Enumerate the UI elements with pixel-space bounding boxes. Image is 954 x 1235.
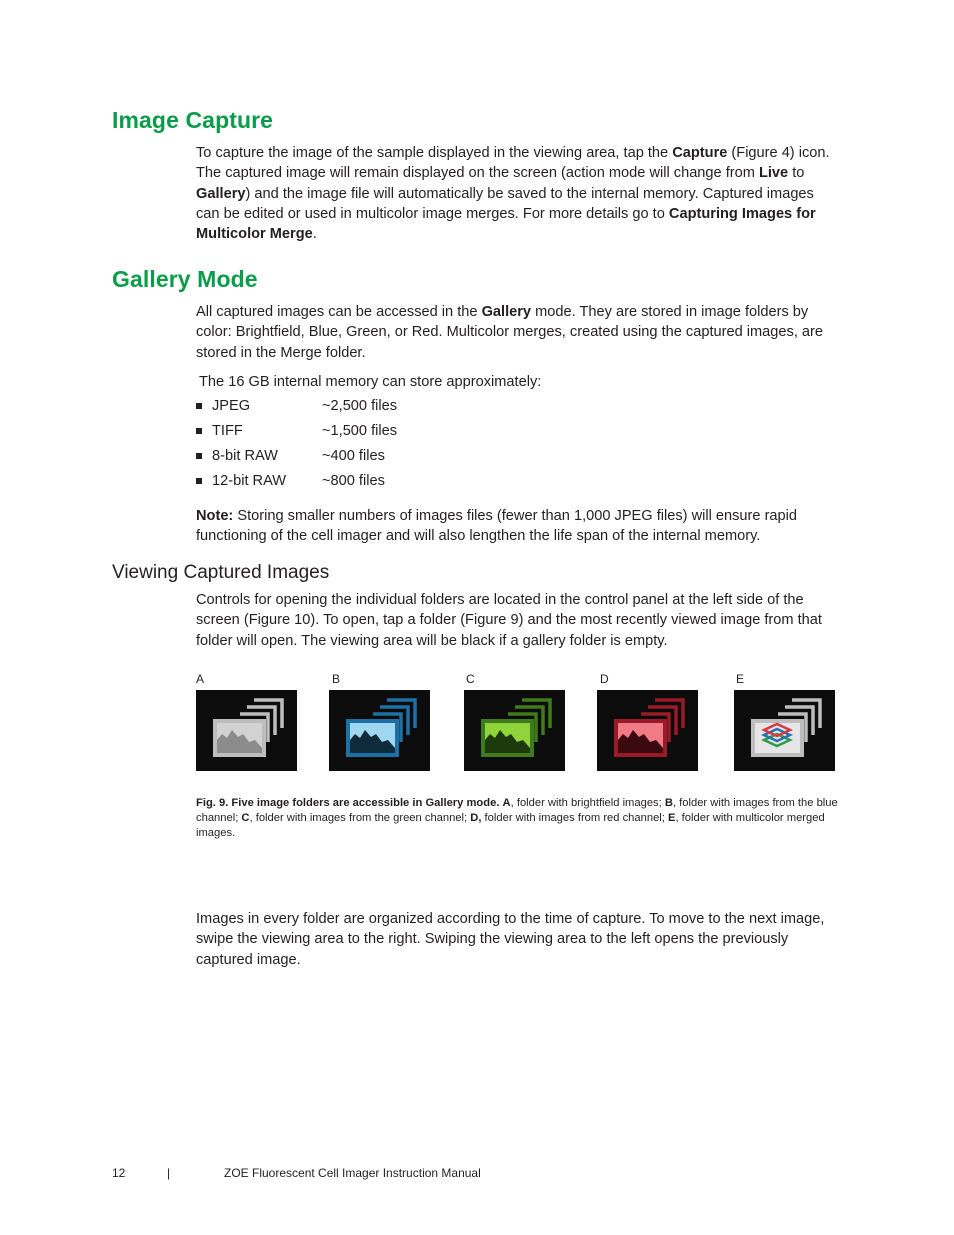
caption-text: , folder with images from the green channel; [249,812,471,825]
text: (Figure 4) icon. The captured image will remain displayed on the screen (action mode will change from [196,145,830,182]
file-format: TIFF [212,423,243,439]
cross-reference-link[interactable]: Capturing Images for Multicolor Merge [196,205,816,243]
footer-manual-title: ZOE Fluorescent Cell Imager Instruction Manual [224,1166,481,1180]
page-number: 12 [112,1166,126,1180]
text: to [788,165,805,182]
red-folder-icon [597,690,698,771]
organization-paragraph: Images in every folder are organized according to the time of capture. To move to the next image, swipe the viewing area to the right. Swiping the viewing area to the left opens the previously captured image. [196,911,825,968]
caption-letter: D, [470,812,482,825]
text: mode. They are stored in image folders by color: Brightfield, Blue, Green, or Red. Multicolor merges, created using the captured images, are stored in the Merge folder. [196,304,824,361]
file-format: JPEG [212,398,251,414]
file-count: ~2,500 files [322,398,398,414]
text: To capture the image of the sample displayed in the viewing area, tap the [196,145,673,161]
file-format: 8-bit RAW [212,448,278,464]
green-folder-icon[interactable] [464,690,565,771]
file-count: ~1,500 files [322,423,398,439]
red-folder-icon[interactable] [597,690,698,771]
brightfield-folder-icon[interactable] [196,690,297,771]
subsection-title-viewing: Viewing Captured Images [112,562,330,583]
caption-text: , folder with multicolor merged images. [196,812,825,840]
blue-folder-icon[interactable] [329,690,430,771]
file-format: 12-bit RAW [212,473,287,489]
section-title-image-capture: Image Capture [112,107,274,133]
bullet-icon [196,478,202,484]
brightfield-folder-icon [196,690,297,771]
bullet-icon [196,428,202,434]
panel-letter-b: B [332,672,341,686]
text: ) and the image file will automatically be saved to the internal memory. Captured images can be edited or used in multicolor image merges. For more details go to [196,185,814,222]
gallery-mode-paragraph [196,302,841,363]
note-label: Note: [196,508,234,524]
live-term: Live [758,165,789,182]
figure-caption [196,796,846,842]
panel-letter-a: A [196,672,205,686]
merge-folder-icon [734,690,835,771]
caption-text: , folder with images from the blue channel; [196,797,838,825]
green-folder-icon [464,690,565,771]
panel-letter-e: E [736,672,745,686]
caption-letter: A [502,797,511,809]
caption-text: , folder with brightfield images; [510,797,665,809]
file-count: ~400 files [322,448,385,464]
capture-term: Capture [672,145,728,161]
section-title-gallery-mode: Gallery Mode [112,266,258,292]
caption-letter: E [668,812,676,825]
panel-letter-c: C [466,672,475,686]
panel-letter-d: D [600,672,609,686]
caption-lead: Fig. 9. Five image folders are accessible in Gallery mode. [196,797,500,809]
file-count: ~800 files [322,473,385,489]
blue-folder-icon [329,690,430,771]
caption-letter: B [664,797,673,809]
viewing-paragraph: Controls for opening the individual folders are located in the control panel at the left side of the screen (Figure 10). To open, tap a folder (Figure 9) and the most recently viewed image from that folder will open. The viewing area will be black if a gallery folder is empty. [196,592,822,649]
caption-text: folder with images from red channel; [481,812,668,825]
image-capture-paragraph [196,143,841,244]
text: . [312,226,317,243]
gallery-term: Gallery [196,185,246,202]
text: All captured images can be accessed in the [196,304,482,320]
note-paragraph [196,506,841,547]
gallery-term: Gallery [481,304,532,320]
bullet-icon [196,453,202,459]
footer-separator: | [167,1166,171,1180]
note-text: Storing smaller numbers of images files (fewer than 1,000 JPEG files) will ensure rapid functioning of the cell imager and will also lengthen the life span of the internal memory. [196,508,798,545]
merge-folder-icon[interactable] [734,690,835,771]
bullet-icon [196,403,202,409]
memory-intro: The 16 GB internal memory can store approximately: [199,374,542,390]
caption-letter: C [241,812,250,825]
